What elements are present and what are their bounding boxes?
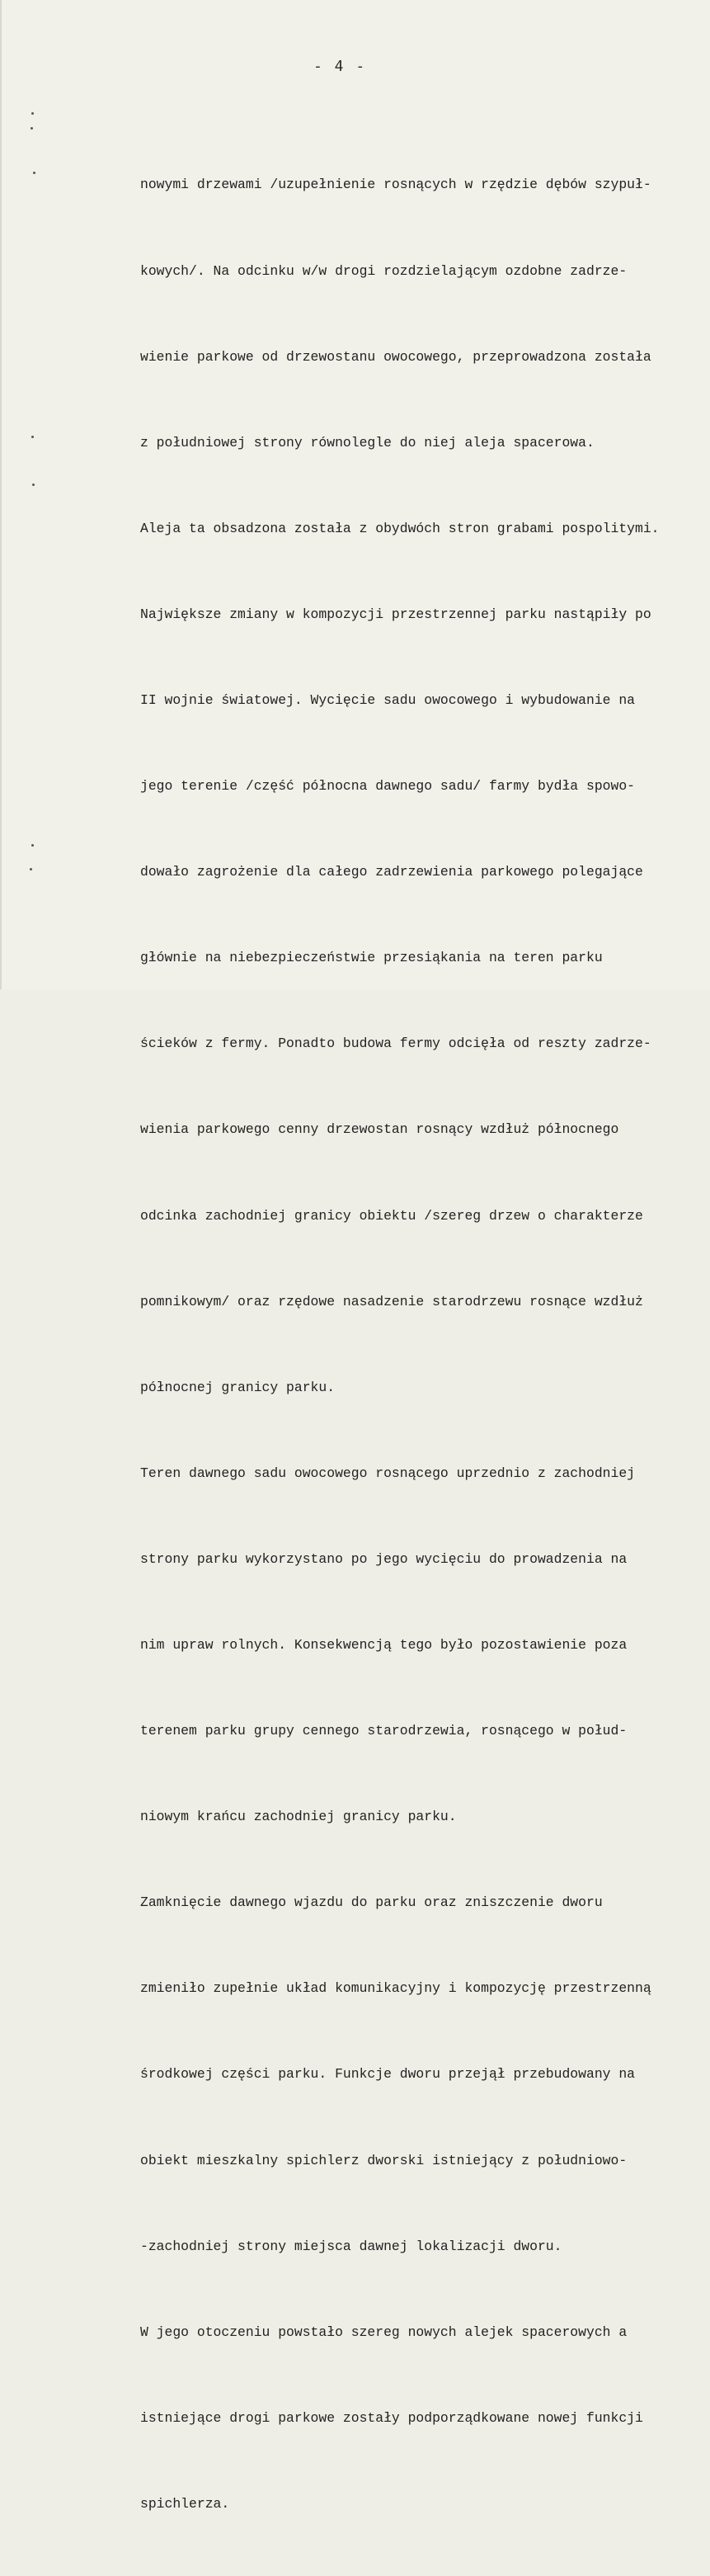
text-line: Teren dawnego sadu owocowego rosnącego uprzednio z zachodniej xyxy=(140,1465,635,1481)
text-line: z południowej strony równolegle do niej aleja spacerowa. xyxy=(140,434,595,451)
text-line: istniejące drogi parkowe zostały podporządkowane nowej funkcji xyxy=(140,2409,643,2426)
text-line: głównie na niebezpieczeństwie przesiąkania na teren parku xyxy=(140,950,603,966)
text-line: W jego otoczeniu powstało szereg nowych alejek spacerowych a xyxy=(140,2324,628,2340)
text-line: wienia parkowego cenny drzewostan rosnący wzdłuż północnego xyxy=(140,1121,619,1138)
margin-mark xyxy=(33,172,35,174)
margin-mark xyxy=(32,484,35,486)
text-line: -zachodniej strony miejsca dawnej lokalizacji dworu. xyxy=(140,2238,562,2254)
text-line: pomnikowym/ oraz rzędowe nasadzenie starodrzewu rosnące wzdłuż xyxy=(140,1293,643,1309)
body-text xyxy=(140,114,701,2576)
margin-mark xyxy=(31,436,34,438)
text-line: strony parku wykorzystano po jego wycięciu do prowadzenia na xyxy=(140,1550,628,1567)
text-line: ścieków z fermy. Ponadto budowa fermy odcięła od reszty zadrze- xyxy=(140,1036,651,1052)
text-line: spichlerza. xyxy=(140,2495,230,2512)
margin-mark xyxy=(31,844,34,847)
text-line: Największe zmiany w kompozycji przestrzennej parku nastąpiły po xyxy=(140,606,651,622)
text-line: jego terenie /część północna dawnego sadu/ farmy bydła spowo- xyxy=(140,778,635,795)
text-line: zmieniło zupełnie układ komunikacyjny i kompozycję przestrzenną xyxy=(140,1980,651,1997)
text-line: odcinka zachodniej granicy obiektu /szereg drzew o charakterze xyxy=(140,1207,643,1224)
margin-mark xyxy=(31,127,33,130)
text-line: Aleja ta obsadzona została z obydwóch stron grabami pospolitymi. xyxy=(140,520,660,536)
text-line: niowym krańcu zachodniej granicy parku. xyxy=(140,1809,457,1825)
text-line: II wojnie światowej. Wycięcie sadu owocowego i wybudowanie na xyxy=(140,691,635,708)
page-number: - 4 - xyxy=(313,58,367,75)
text-line: obiekt mieszkalny spichlerz dworski istniejący z południowo- xyxy=(140,2152,628,2168)
margin-mark xyxy=(31,112,34,115)
text-line: dowało zagrożenie dla całego zadrzewienia parkowego polegające xyxy=(140,864,643,880)
text-line: kowych/. Na odcinku w/w drogi rozdzielającym ozdobne zadrze- xyxy=(140,262,628,279)
text-line: nim upraw rolnych. Konsekwencją tego było pozostawienie poza xyxy=(140,1637,628,1653)
text-line: wienie parkowe od drzewostanu owocowego, przeprowadzona została xyxy=(140,348,651,365)
text-line: północnej granicy parku. xyxy=(140,1379,336,1395)
text-line: Zamknięcie dawnego wjazdu do parku oraz zniszczenie dworu xyxy=(140,1894,603,1911)
text-line: terenem parku grupy cennego starodrzewia, rosnącego w połud- xyxy=(140,1723,628,1739)
text-line: nowymi drzewami /uzupełnienie rosnących w rzędzie dębów szypuł- xyxy=(140,177,651,193)
margin-mark xyxy=(30,868,32,870)
text-line: środkowej części parku. Funkcje dworu przejął przebudowany na xyxy=(140,2066,635,2083)
